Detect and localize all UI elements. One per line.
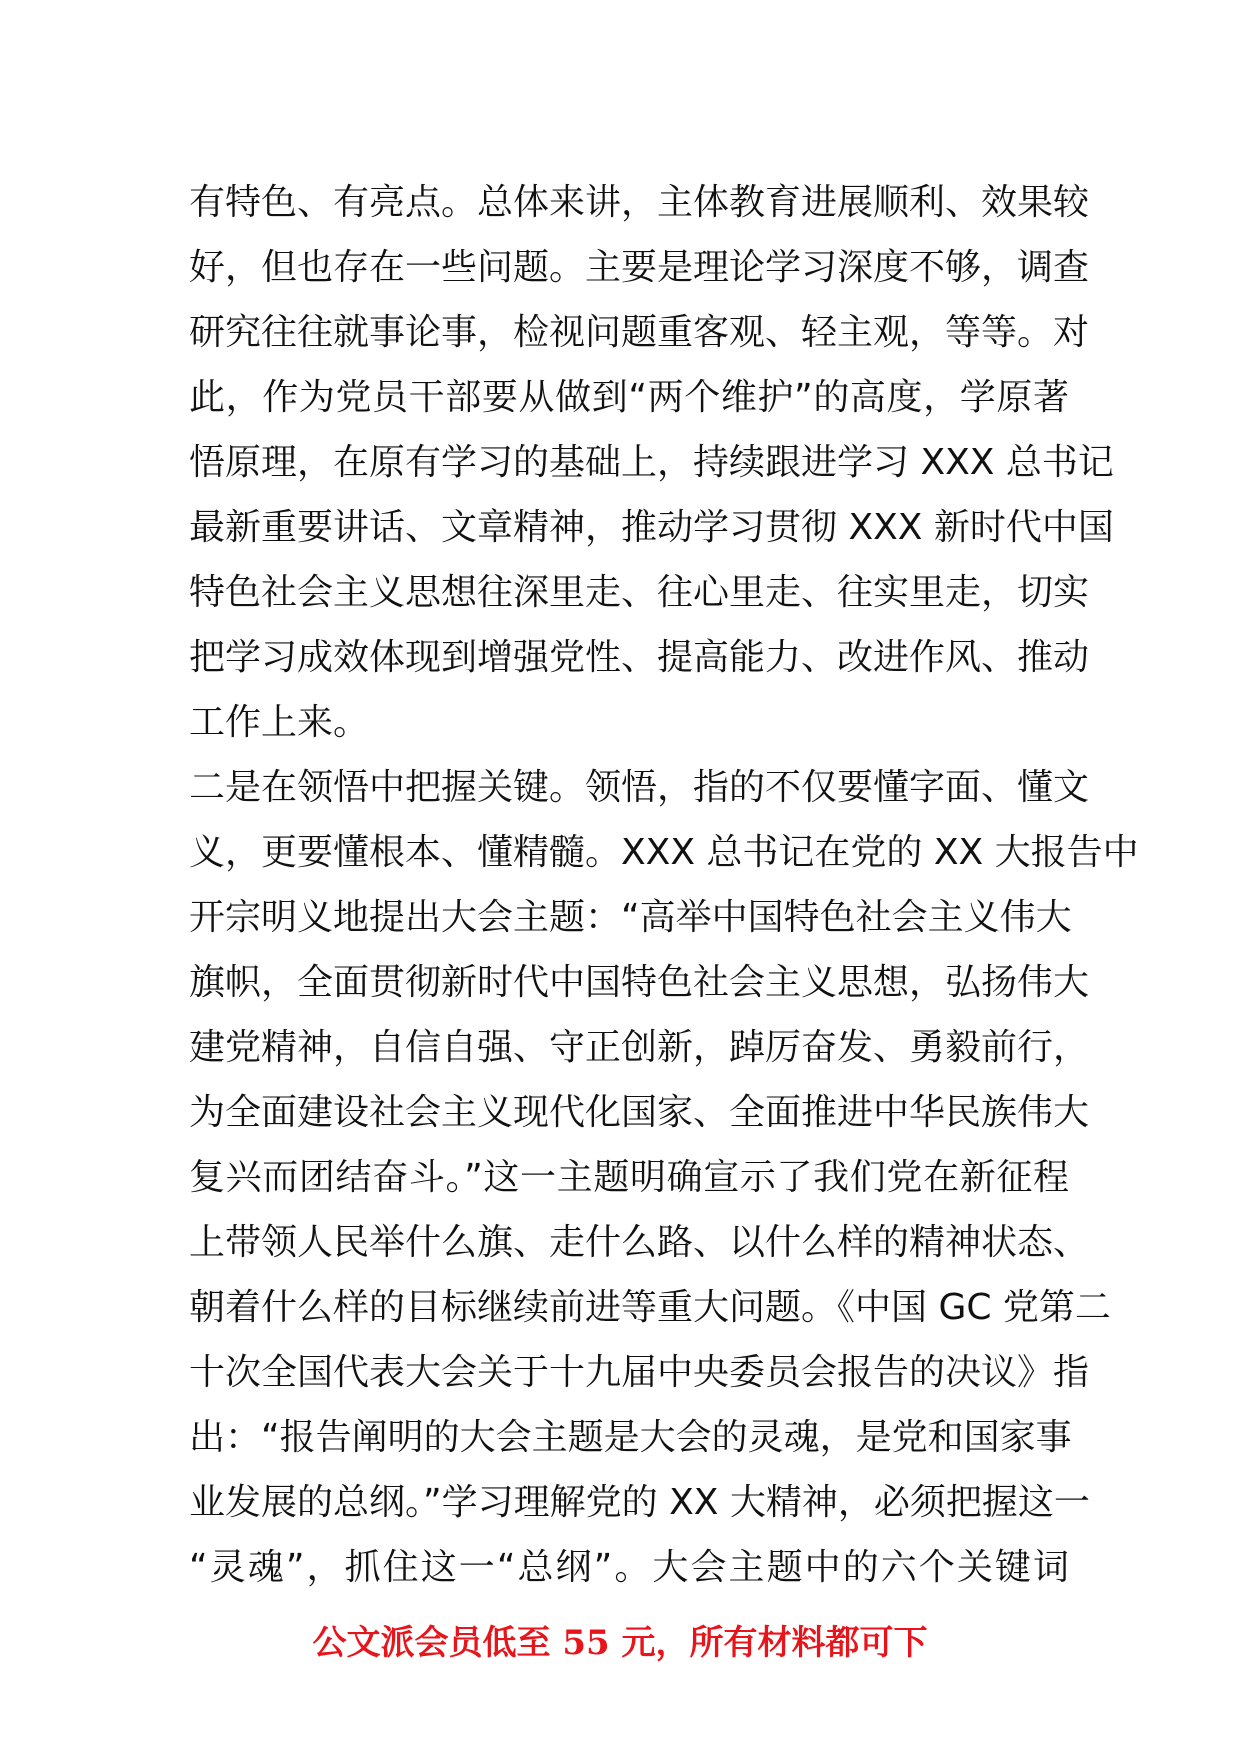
body-line: 出：“报告阐明的大会主题是大会的灵魂，是党和国家事	[189, 1417, 1072, 1458]
body-line: 好，但也存在一些问题。主要是理论学习深度不够，调查	[189, 247, 1090, 288]
body-line: 建党精神，自信自强、守正创新，踔厉奋发、勇毅前行，	[189, 1027, 1090, 1068]
body-line: 旗帜，全面贯彻新时代中国特色社会主义思想，弘扬伟大	[189, 962, 1090, 1003]
body-line: 特色社会主义思想往深里走、往心里走、往实里走，切实	[189, 572, 1090, 613]
body-line: 义，更要懂根本、懂精髓。XXX 总书记在党的 XX 大报告中	[189, 832, 1139, 873]
body-line: 上带领人民举什么旗、走什么路、以什么样的精神状态、	[189, 1222, 1090, 1263]
body-line: 此，作为党员干部要从做到“两个维护”的高度，学原著	[189, 377, 1069, 418]
body-line: “灵魂”，抓住这一“总纲”。大会主题中的六个关键词	[189, 1547, 1069, 1588]
body-line: 有特色、有亮点。总体来讲，主体教育进展顺利、效果较	[189, 182, 1090, 223]
body-line: 二是在领悟中把握关键。领悟，指的不仅要懂字面、懂文	[189, 767, 1090, 808]
body-line: 把学习成效体现到增强党性、提高能力、改进作风、推动	[189, 637, 1090, 678]
body-line: 研究往往就事论事，检视问题重客观、轻主观，等等。对	[189, 312, 1090, 353]
body-line: 业发展的总纲。”学习理解党的 XX 大精神，必须把握这一	[189, 1482, 1090, 1523]
body-line: 悟原理，在原有学习的基础上，持续跟进学习 XXX 总书记	[189, 442, 1114, 483]
body-line: 为全面建设社会主义现代化国家、全面推进中华民族伟大	[189, 1092, 1090, 1133]
body-line: 开宗明义地提出大会主题：“高举中国特色社会主义伟大	[189, 897, 1072, 938]
body-line: 最新重要讲话、文章精神，推动学习贯彻 XXX 新时代中国	[189, 507, 1114, 548]
body-line: 工作上来。	[189, 702, 370, 743]
promo-footer-note: 公文派会员低至 55 元，所有材料都可下	[312, 1623, 928, 1663]
body-text	[189, 170, 1139, 1600]
body-line: 复兴而团结奋斗。”这一主题明确宣示了我们党在新征程	[189, 1157, 1069, 1198]
body-line: 十次全国代表大会关于十九届中央委员会报告的决议》指	[189, 1352, 1090, 1393]
body-line: 朝着什么样的目标继续前进等重大问题。《中国 GC 党第二	[189, 1287, 1111, 1328]
